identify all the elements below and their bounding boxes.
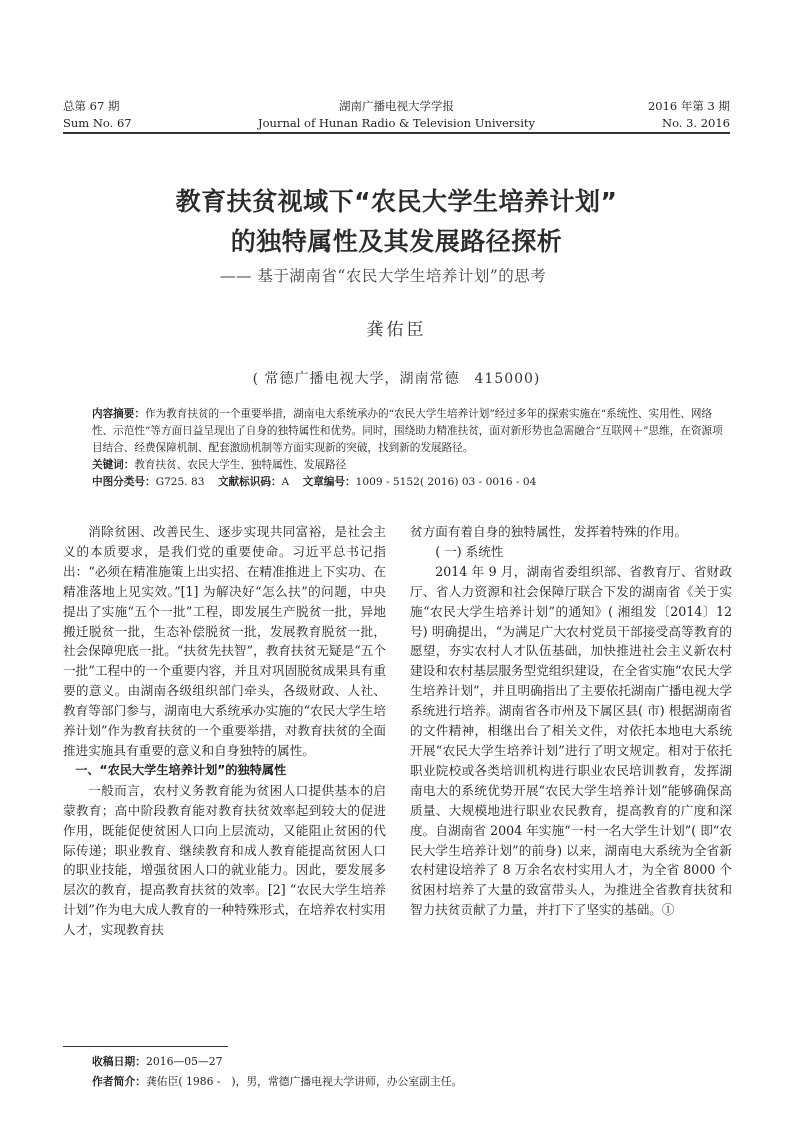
author-bio-label: 作者简介： bbox=[92, 1075, 146, 1088]
article-subtitle: —— 基于湖南省“农民大学生培养计划”的思考 bbox=[220, 267, 547, 285]
article-title-line2: 的独特属性及其发展路径探析 bbox=[230, 227, 563, 256]
received-date bbox=[92, 1052, 223, 1072]
author-name: 龚佑臣 bbox=[366, 320, 427, 340]
keywords-label: 关键词： bbox=[92, 459, 135, 471]
doc-code-value: A bbox=[281, 476, 290, 488]
article-title-line1: 教育扶贫视域下“农民大学生培养计划” bbox=[175, 187, 618, 216]
received-value: 2016—05—27 bbox=[145, 1055, 223, 1068]
journal-name-en: Journal of Hunan Radio & Television University bbox=[258, 116, 535, 130]
article-id-value: 1009 - 5152( 2016) 03 - 0016 - 04 bbox=[355, 476, 537, 488]
body-paragraph: 一般而言，农村义务教育能为贫困人口提供基本的启蒙教育；高中阶段教育能对教育扶贫效率起到较大的促进作用，既能促使贫困人口向上层流动，又能阻止贫困的代际传递；职业教育、继续教育和成人教育能提高贫困人口的职业技能，增强贫困人口的就业能力。因此，要发展多层次的教育，提高教育扶贫的效率。[2] “农民大学生培养计划”作为电大成人教育的一种特殊形式，在培养农村实用人才，实现教育扶 bbox=[63, 782, 386, 938]
issue-year-cn: 2016 年第 3 期 bbox=[647, 99, 730, 113]
journal-issue-cn: 总第 67 期 bbox=[63, 99, 120, 113]
subsection-heading: ( 一) 系统性 bbox=[435, 543, 504, 559]
body-paragraph: 2014 年 9 月，湖南省委组织部、省教育厅、省财政厅、省人力资源和社会保障厅联合下发的湖南省《关于实施“农民大学生培养计划”的通知》( 湘组发〔2014〕12 号) 明确提出，“为满足广大农村党员干部接受高等教育的愿望，夯实农村人才队伍基础，加快推进社会主义新农村建设和农村基层服务型党组织建设，在全省实施“农民大学生培养计划”，并且明确指出了主要依托湖南广播电视大学系统进行培养。湖南省各市州及下属区县( 市) 根据湖南省的文件精神，相继出台了相关文件，对依托本地电大系统开展“农民大学生培养计划”进行了明文规定。相对于依托职业院校或各类培训机构进行职业农民培训教育，发挥湖南电大的系统优势开展“农民大学生培养计划”能够确保高质量、大规模地进行职业农民教育，提高教育的广度和深度。自湖南省 2004 年实施“一村一名大学生计划”( 即“农民大学生培养计划”的前身) 以来，湖南电大系统为全省新农村建设培养了 8 万余名农村实用人才，为全省 8000 个贫困村培养了大量的致富带头人，为推进全省教育扶贫和智力扶贫贡献了力量，并打下了坚实的基础。① bbox=[410, 563, 732, 918]
header-rule bbox=[63, 132, 730, 134]
journal-name-cn: 湖南广播电视大学学报 bbox=[339, 99, 454, 113]
abstract bbox=[92, 406, 732, 491]
section-heading: 一、“农民大学生培养计划”的独特属性 bbox=[75, 762, 287, 777]
issue-year-en: No. 3. 2016 bbox=[662, 116, 730, 130]
keywords: 关键词：教育扶贫、农民大学生、独特属性、发展路径 bbox=[92, 459, 347, 471]
clc-value: G725. 83 bbox=[155, 476, 205, 488]
clc-label: 中图分类号： bbox=[92, 476, 156, 488]
author-bio bbox=[92, 1072, 462, 1092]
body-left-column bbox=[63, 522, 386, 940]
author-bio-value: 龚佑臣( 1986 - )，男，常德广播电视大学讲师，办公室副主任。 bbox=[145, 1075, 463, 1088]
abstract-label: 内容摘要： bbox=[92, 408, 145, 420]
journal-issue-en: Sum No. 67 bbox=[63, 116, 132, 130]
body-right-column bbox=[410, 522, 732, 920]
received-label: 收稿日期： bbox=[92, 1055, 146, 1068]
footnote-rule bbox=[63, 1046, 228, 1047]
classification-line bbox=[92, 474, 732, 491]
author-affiliation: ( 常德广播电视大学，湖南常德 415000) bbox=[252, 371, 541, 387]
abstract-text: 内容摘要：作为教育扶贫的一个重要举措，湖南电大系统承办的“农民大学生培养计划”经过多年的探索实施在“系统性、实用性、网络性、示范性”等方面日益呈现出了自身的独特属性和优势。同时，围绕助力精准扶贫，面对新形势也急需融合“互联网＋”思维，在资源项目结合、经费保障机制、配套激励机制等方面实现新的突破，找到新的发展路径。 bbox=[92, 408, 723, 454]
article-id-label: 文章编号： bbox=[302, 476, 356, 488]
doc-code-label: 文献标识码： bbox=[217, 476, 282, 488]
body-paragraph-continued: 贫方面有着自身的独特属性，发挥着特殊的作用。 bbox=[410, 524, 688, 539]
body-paragraph: 消除贫困、改善民生、逐步实现共同富裕，是社会主义的本质要求，是我们党的重要使命。习近平总书记指出：“必须在精准施策上出实招、在精准推进上下实功、在精准落地上见实效。”[1] 为解决好“怎么扶”的问题，中央提出了实施“五个一批”工程，即发展生产脱贫一批，异地搬迁脱贫一批，生态补偿脱贫一批，发展教育脱贫一批，社会保障兜底一批。“扶贫先扶智”，教育扶贫无疑是“五个一批”工程中的一个重要内容，并且对巩固脱贫成果具有重要的意义。由湖南各级组织部门牵头，各级财政、人社、教育等部门参与，湖南电大系统承办实施的“农民大学生培养计划”作为教育扶贫的一个重要举措，对教育扶贫的全面推进实施具有重要的意义和自身独特的属性。 bbox=[63, 524, 386, 758]
